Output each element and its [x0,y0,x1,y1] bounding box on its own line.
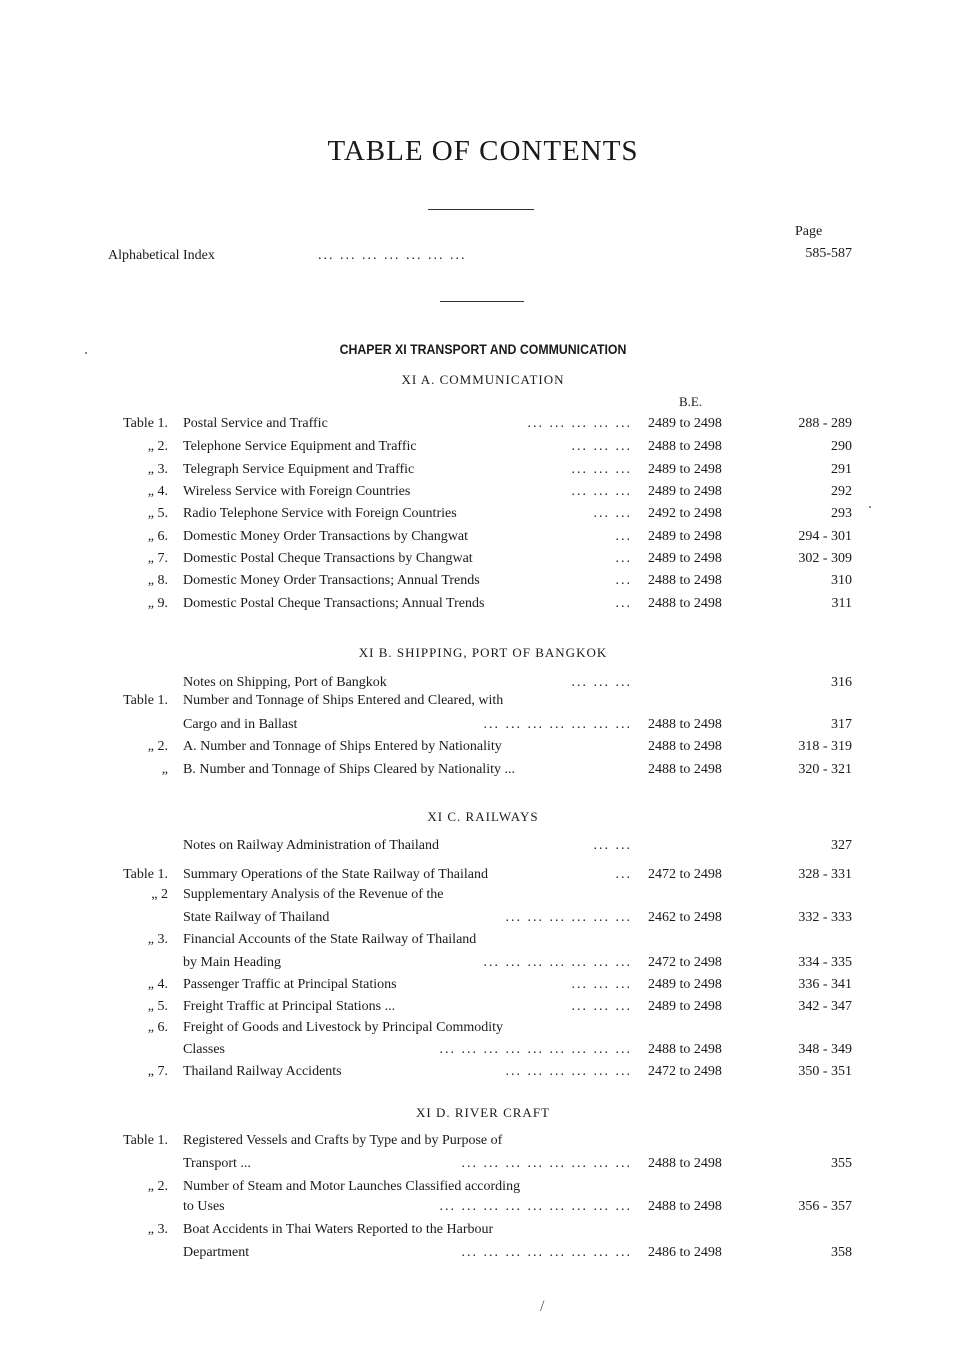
row-pages: 292 [831,484,852,499]
page-column-header: Page [795,224,823,239]
row-number: „ 8. [147,573,168,588]
row-leader-dots: ... ... ... [571,675,632,690]
speck [869,506,871,508]
row-number: „ 2 [151,887,168,902]
table-row [0,1042,966,1062]
section-heading-c: XI C. RAILWAYS [427,809,539,824]
row-leader-dots: ... ... ... [571,484,632,499]
section-heading-a: XI A. COMMUNICATION [401,372,565,387]
table-row [0,693,966,713]
chapter-heading: CHAPER XI TRANSPORT AND COMMUNICATION [339,341,627,357]
row-title: by Main Heading [183,955,281,970]
table-row [0,838,966,858]
row-period: 2492 to 2498 [648,506,722,521]
row-pages: 327 [831,838,852,853]
table-row [0,439,966,459]
table-row [0,462,966,482]
table-row [0,596,966,616]
row-period: 2472 to 2498 [648,1064,722,1079]
row-number: „ 3. [147,932,168,947]
row-period: 2488 to 2498 [648,739,722,754]
row-pages: 291 [831,462,852,477]
row-leader-dots: ... ... ... ... ... ... [505,910,632,925]
row-leader-dots: ... ... ... ... ... ... ... ... [461,1156,632,1171]
row-number: „ 6. [147,529,168,544]
row-number: Table 1. [123,693,168,708]
row-title: Transport ... [183,1156,251,1171]
row-title: Number and Tonnage of Ships Entered and Cleared, with [183,693,504,708]
row-period: 2488 to 2498 [648,1199,722,1214]
row-period: 2472 to 2498 [648,867,722,882]
table-row [0,910,966,930]
row-leader-dots: ... ... ... [571,439,632,454]
row-period: 2489 to 2498 [648,484,722,499]
row-pages: 342 - 347 [798,999,852,1014]
speck [85,352,87,354]
alphabetical-index-label: Alphabetical Index [108,248,215,263]
row-number: „ 2. [147,739,168,754]
row-title: Thailand Railway Accidents [183,1064,342,1079]
row-number: „ 6. [147,1020,168,1035]
table-row [0,762,966,782]
row-title: Number of Steam and Motor Launches Classified according [183,1179,521,1194]
row-leader-dots: ... [615,867,632,882]
row-period: 2488 to 2498 [648,573,722,588]
row-title: Supplementary Analysis of the Revenue of the [183,887,444,902]
table-row [0,739,966,759]
row-number: Table 1. [123,416,168,431]
row-pages: 290 [831,439,852,454]
table-row [0,551,966,571]
row-period: 2489 to 2498 [648,999,722,1014]
row-title: to Uses [183,1199,225,1214]
table-row [0,675,966,695]
row-leader-dots: ... ... ... [571,977,632,992]
row-title: Domestic Postal Cheque Transactions by Changwat [183,551,473,566]
row-title: Wireless Service with Foreign Countries [183,484,411,499]
row-leader-dots: ... ... ... [571,999,632,1014]
table-row [0,506,966,526]
row-pages: 320 - 321 [798,762,852,777]
row-pages: 302 - 309 [798,551,852,566]
row-pages: 332 - 333 [798,910,852,925]
row-period: 2489 to 2498 [648,462,722,477]
row-period: 2488 to 2498 [648,439,722,454]
table-row [0,717,966,737]
row-pages: 288 - 289 [798,416,852,431]
table-row [0,416,966,436]
table-row [0,932,966,952]
row-title: Boat Accidents in Thai Waters Reported to the Harbour [183,1222,494,1237]
row-number: „ 3. [147,1222,168,1237]
page-title: TABLE OF CONTENTS [327,135,639,167]
table-row [0,977,966,997]
row-title: Registered Vessels and Crafts by Type and by Purpose of [183,1133,503,1148]
table-row [0,1199,966,1219]
row-title: Radio Telephone Service with Foreign Countries [183,506,457,521]
row-pages: 355 [831,1156,852,1171]
row-title: Department [183,1245,250,1260]
row-leader-dots: ... ... ... ... ... [527,416,632,431]
row-title: Notes on Shipping, Port of Bangkok [183,675,387,690]
table-row [0,573,966,593]
row-number: „ 7. [147,1064,168,1079]
footer-mark: / [540,1298,545,1315]
table-row [0,999,966,1019]
row-title: Domestic Postal Cheque Transactions; Annual Trends [183,596,485,611]
row-number: „ 4. [147,484,168,499]
row-leader-dots: ... ... ... ... ... ... ... ... ... [439,1042,632,1057]
row-number: „ 5. [147,506,168,521]
row-number: „ 3. [147,462,168,477]
row-period: 2488 to 2498 [648,1042,722,1057]
row-period: 2488 to 2498 [648,762,722,777]
table-row [0,1156,966,1176]
row-number: „ 7. [147,551,168,566]
row-title: Classes [183,1042,225,1057]
row-leader-dots: ... [615,596,632,611]
row-period: 2472 to 2498 [648,955,722,970]
alphabetical-index-pages: 585-587 [805,246,852,261]
row-period: 2488 to 2498 [648,1156,722,1171]
row-leader-dots: ... ... ... ... ... ... ... [483,955,632,970]
table-row [0,1020,966,1040]
row-number: „ 2. [147,1179,168,1194]
row-title: Summary Operations of the State Railway of Thailand [183,867,488,882]
row-pages: 310 [831,573,852,588]
row-period: 2489 to 2498 [648,551,722,566]
row-pages: 311 [831,596,852,611]
row-leader-dots: ... ... ... ... ... ... ... ... ... [439,1199,632,1214]
row-title: Freight of Goods and Livestock by Principal Commodity [183,1020,504,1035]
row-leader-dots: ... ... ... [571,462,632,477]
row-title: B. Number and Tonnage of Ships Cleared by Nationality ... [183,762,515,777]
row-title: Freight Traffic at Principal Stations ... [183,999,396,1014]
row-pages: 318 - 319 [798,739,852,754]
table-row [0,1064,966,1084]
row-pages: 293 [831,506,852,521]
title-divider [428,209,534,210]
row-title: Notes on Railway Administration of Thailand [183,838,439,853]
row-period: 2462 to 2498 [648,910,722,925]
table-row [0,955,966,975]
row-title: Domestic Money Order Transactions by Changwat [183,529,469,544]
row-number: „ 9. [147,596,168,611]
row-title: Cargo and in Ballast [183,717,298,732]
row-title: Financial Accounts of the State Railway of Thailand [183,932,477,947]
row-pages: 350 - 351 [798,1064,852,1079]
row-title: Telegraph Service Equipment and Traffic [183,462,415,477]
alphabetical-index-dots: ... ... ... ... ... ... ... [318,248,467,263]
row-number: „ 2. [147,439,168,454]
table-row [0,1133,966,1153]
row-pages: 336 - 341 [798,977,852,992]
row-number: Table 1. [123,1133,168,1148]
row-period: 2488 to 2498 [648,596,722,611]
row-pages: 356 - 357 [798,1199,852,1214]
table-row [0,529,966,549]
row-pages: 334 - 335 [798,955,852,970]
row-number: Table 1. [123,867,168,882]
row-period: 2489 to 2498 [648,977,722,992]
row-period: 2488 to 2498 [648,717,722,732]
table-row [0,1245,966,1265]
row-period: 2486 to 2498 [648,1245,722,1260]
section-heading-b: XI B. SHIPPING, PORT OF BANGKOK [358,645,608,660]
table-row [0,484,966,504]
row-number: „ [161,762,168,777]
row-period: 2489 to 2498 [648,529,722,544]
row-title: Passenger Traffic at Principal Stations [183,977,397,992]
row-pages: 317 [831,717,852,732]
row-pages: 348 - 349 [798,1042,852,1057]
row-period: 2489 to 2498 [648,416,722,431]
row-leader-dots: ... ... [593,506,632,521]
be-column-header: B.E. [679,394,703,409]
row-title: State Railway of Thailand [183,910,330,925]
row-title: Postal Service and Traffic [183,416,328,431]
row-leader-dots: ... ... [593,838,632,853]
row-number: „ 5. [147,999,168,1014]
section-heading-d: XI D. RIVER CRAFT [415,1105,550,1120]
row-pages: 358 [831,1245,852,1260]
table-row [0,1222,966,1242]
row-leader-dots: ... ... ... ... ... ... ... [483,717,632,732]
row-number: „ 4. [147,977,168,992]
row-leader-dots: ... [615,573,632,588]
row-leader-dots: ... [615,529,632,544]
row-leader-dots: ... [615,551,632,566]
row-title: Telephone Service Equipment and Traffic [183,439,417,454]
row-pages: 328 - 331 [798,867,852,882]
row-pages: 316 [831,675,852,690]
table-row [0,1179,966,1199]
row-title: A. Number and Tonnage of Ships Entered by Nationality [183,739,502,754]
table-row [0,887,966,907]
index-divider [440,301,524,302]
row-pages: 294 - 301 [798,529,852,544]
table-row [0,867,966,887]
row-title: Domestic Money Order Transactions; Annual Trends [183,573,480,588]
row-leader-dots: ... ... ... ... ... ... ... ... [461,1245,632,1260]
row-leader-dots: ... ... ... ... ... ... [505,1064,632,1079]
